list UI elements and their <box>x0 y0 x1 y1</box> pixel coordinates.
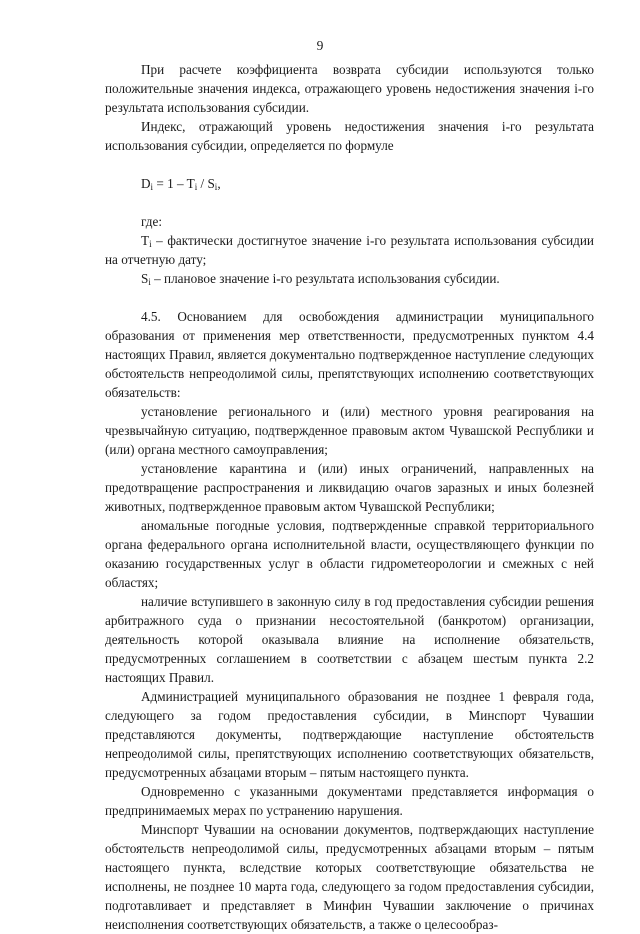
formula-sub: i <box>214 182 218 192</box>
paragraph-weather: аномальные погодные условия, подтвержденные справкой территориального органа федерального органа исполнительной власти, осуществляющего функции по оказанию государственных услуг в области гидрометеорологии и смежных с ней областях; <box>105 518 594 590</box>
paragraph-emergency: установление регионального и (или) местного уровня реагирования на чрезвычайную ситуацию, подтвержденное правовым актом Чувашской Республики и (или) органа местного самоуправления; <box>105 404 594 457</box>
paragraph-measures-info: Одновременно с указанными документами представляется информация о предпринимаемых мерах по устранению нарушения. <box>105 784 594 818</box>
spacer <box>105 155 594 174</box>
formula-part: = 1 – T <box>153 176 195 191</box>
definition-s <box>105 269 594 288</box>
paragraph-minsport-conclusion: Минспорт Чувашии на основании документов, подтверждающих наступление обстоятельств непреодолимой силы, предусмотренных абзацами вторым – пятым настоящего пункта, вследствие которых соответствующие обязательства не исполнены, не позднее 10 марта года, следующего за годом предоставления субсидии, подготавливает и представляет в Минфин Чувашии заключение о причинах неисполнения соответствующих обязательств, а также о целесообраз- <box>105 822 594 932</box>
formula-part: / S <box>197 176 215 191</box>
paragraph-bankruptcy: наличие вступившего в законную силу в год предоставления субсидии решения арбитражного суда о признании несостоятельной (банкротом) организации, деятельность которой оказывала влияние на исполнение обязательств, предусмотренных соглашением в соответствии с абзацем шестым пункта 2.2 настоящих Правил. <box>105 594 594 685</box>
where-label: где: <box>141 214 162 229</box>
formula <box>105 174 594 193</box>
definition-symbol: T <box>141 233 150 248</box>
definition-symbol: S <box>141 271 149 286</box>
paragraph-positive-index: При расчете коэффициента возврата субсидии используются только положительные значения индекса, отражающего уровень недостижения значения i-го результата использования субсидии. <box>105 62 594 115</box>
paragraph-index-formula-intro: Индекс, отражающий уровень недостижения значения i-го результата использования субсидии, определяется по формуле <box>105 119 594 153</box>
paragraph-4-5: 4.5. Основанием для освобождения администрации муниципального образования от применения мер ответственности, предусмотренных пунктом 4.4 настоящих Правил, является документально подтвержденное наступление следующих обстоятельств непреодолимой силы, препятствующих исполнению соответствующих обязательств: <box>105 309 594 400</box>
paragraph-documents-deadline: Администрацией муниципального образования не позднее 1 февраля года, следующего за годом предоставления субсидии, в Минспорт Чувашии представляются документы, подтверждающие наступление обстоятельств непреодолимой силы, препятствующих исполнению соответствующих обязательств, предусмотренных абзацами вторым – пятым настоящего пункта. <box>105 689 594 780</box>
definition-text: – плановое значение i-го результата использования субсидии. <box>150 271 500 286</box>
formula-d: D <box>141 176 151 191</box>
document-body <box>105 60 594 934</box>
formula-sub: i <box>150 182 154 192</box>
spacer <box>105 193 594 212</box>
spacer <box>105 288 594 307</box>
formula-part: , <box>217 176 221 191</box>
definition-sub: i <box>149 239 152 249</box>
paragraph-quarantine: установление карантина и (или) иных ограничений, направленных на предотвращение распространения и ликвидацию очагов заразных и иных болезней животных, подтвержденное правовым актом Чувашской Республики; <box>105 461 594 514</box>
formula-sub: i <box>194 182 198 192</box>
page-number: 9 <box>316 38 324 53</box>
definition-text: – фактически достигнутое значение i-го результата использования субсидии на отчетную дату; <box>105 233 594 267</box>
definition-sub: i <box>148 277 151 287</box>
definition-t <box>105 231 594 269</box>
